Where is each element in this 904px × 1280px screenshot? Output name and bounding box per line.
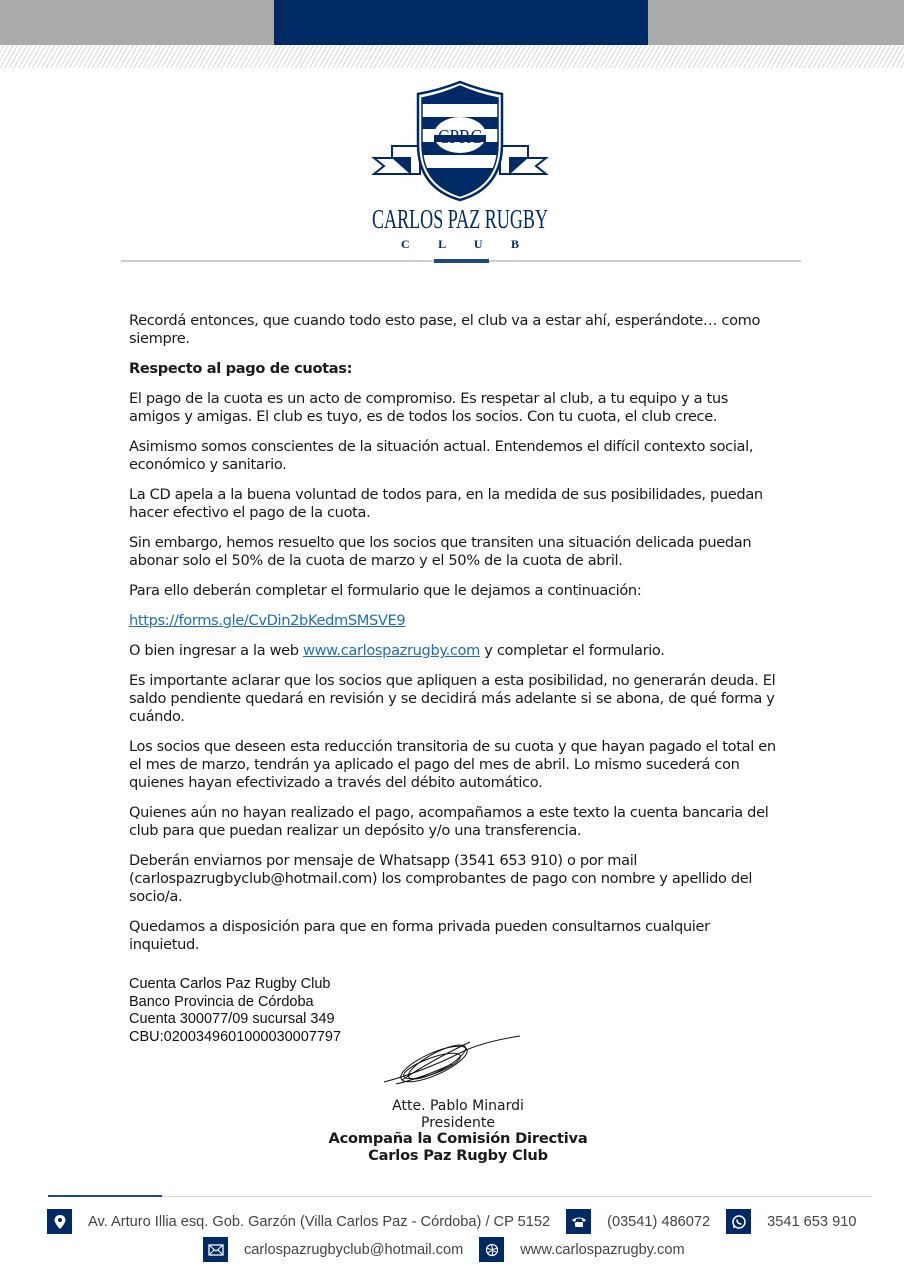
club-logo — [370, 84, 550, 254]
header-divider-accent — [434, 259, 489, 263]
web-line — [129, 642, 779, 660]
footer-divider — [48, 1196, 872, 1197]
bank-line: Cuenta 300077/09 sucursal 349 — [129, 1011, 335, 1027]
bank-line: CBU:0200349601000030007797 — [129, 1028, 342, 1045]
signer-name: Atte. Pablo Minardi — [392, 1098, 524, 1114]
web-icon — [479, 1237, 504, 1262]
footer-address: Av. Arturo Illia esq. Gob. Garzón (Villa Carlos Paz - Córdoba) / CP 5152 — [88, 1213, 551, 1230]
top-banner-accent — [274, 0, 648, 45]
whatsapp-icon — [726, 1209, 751, 1234]
intro-paragraph: Recordá entonces, que cuando todo esto pase, el club va a estar ahí, esperándote… como siempre. — [129, 312, 761, 347]
signature-line-2: Carlos Paz Rugby Club — [368, 1146, 548, 1164]
paragraph: El pago de la cuota es un acto de compromiso. Es respetar al club, a tu equipo y a tus amigos y amigas. El club es tuyo, es de todos los socios. Con tu cuota, el club crece. — [129, 390, 729, 425]
paragraph: Los socios que deseen esta reducción transitoria de su cuota y que hayan pagado el total en el mes de marzo, tendrán ya aplicado el pago del mes de abril. Lo mismo sucederá con quienes hayan efectivizado a través del débito automático. — [129, 738, 776, 791]
footer-whatsapp: 3541 653 910 — [767, 1213, 857, 1230]
paragraph: Quedamos a disposición para que en forma privada pueden consultarnos cualquier inquietud. — [129, 918, 710, 953]
website-link[interactable]: www.carlospazrugby.com — [303, 642, 480, 659]
bank-details — [129, 976, 341, 1046]
paragraph: Para ello deberán completar el formulario que le dejamos a continuación: — [129, 582, 642, 599]
signature-line-1: Acompaña la Comisión Directiva — [328, 1130, 588, 1147]
paragraph: Deberán enviarnos por mensaje de Whatsapp (3541 653 910) o por mail (carlospazrugbyclub@hotmail.com) los comprobantes de pago con nombre y apellido del socio/a. — [129, 852, 753, 905]
bank-line: Cuenta Carlos Paz Rugby Club — [129, 976, 331, 992]
footer-divider-accent — [48, 1195, 162, 1197]
paragraph: Sin embargo, hemos resuelto que los socios que transiten una situación delicada puedan abonar solo el 50% de la cuota de marzo y el 50% de la cuota de abril. — [129, 534, 752, 569]
paragraph: Quienes aún no hayan realizado el pago, acompañamos a este texto la cuenta bancaria del club para que puedan realizar un depósito y/o una transferencia. — [129, 804, 769, 839]
paragraph: La CD apela a la buena voluntad de todos para, en la medida de sus posibilidades, puedan hacer efectivo el pago de la cuota. — [129, 486, 763, 521]
web-line-before: O bien ingresar a la web — [129, 642, 304, 659]
paragraph: Es importante aclarar que los socios que apliquen a esta posibilidad, no generarán deuda. El saldo pendiente quedará en revisión y se decidirá más adelante si se abona, de qué forma y cuándo. — [129, 672, 776, 725]
mail-icon — [203, 1237, 228, 1262]
hatch-stripe — [0, 45, 904, 68]
handwritten-signature — [382, 1030, 522, 1090]
form-link-line — [129, 612, 779, 630]
letter-body — [129, 312, 779, 966]
phone-icon — [566, 1209, 591, 1234]
logo-crest-text: CPRC — [438, 126, 482, 148]
signer-role: Presidente — [421, 1114, 495, 1131]
logo-name: CARLOS PAZ RUGBY — [372, 204, 548, 234]
signature-block — [300, 1098, 616, 1164]
footer-row-2 — [203, 1237, 701, 1262]
footer-email[interactable]: carlospazrugbyclub@hotmail.com — [244, 1241, 464, 1258]
bank-line: Banco Provincia de Córdoba — [129, 993, 314, 1010]
paragraph: Asimismo somos conscientes de la situación actual. Entendemos el difícil contexto social, económico y sanitario. — [129, 438, 754, 473]
location-icon — [47, 1209, 72, 1234]
web-line-after: y completar el formulario. — [479, 642, 665, 659]
footer-website[interactable]: www.carlospazrugby.com — [520, 1241, 685, 1258]
logo-sub: C L U B — [401, 237, 519, 251]
section-title: Respecto al pago de cuotas: — [129, 360, 353, 377]
form-link[interactable]: https://forms.gle/CvDin2bKedmSMSVE9 — [129, 612, 406, 629]
footer-phone: (03541) 486072 — [607, 1213, 711, 1230]
footer-row-1 — [47, 1209, 872, 1234]
